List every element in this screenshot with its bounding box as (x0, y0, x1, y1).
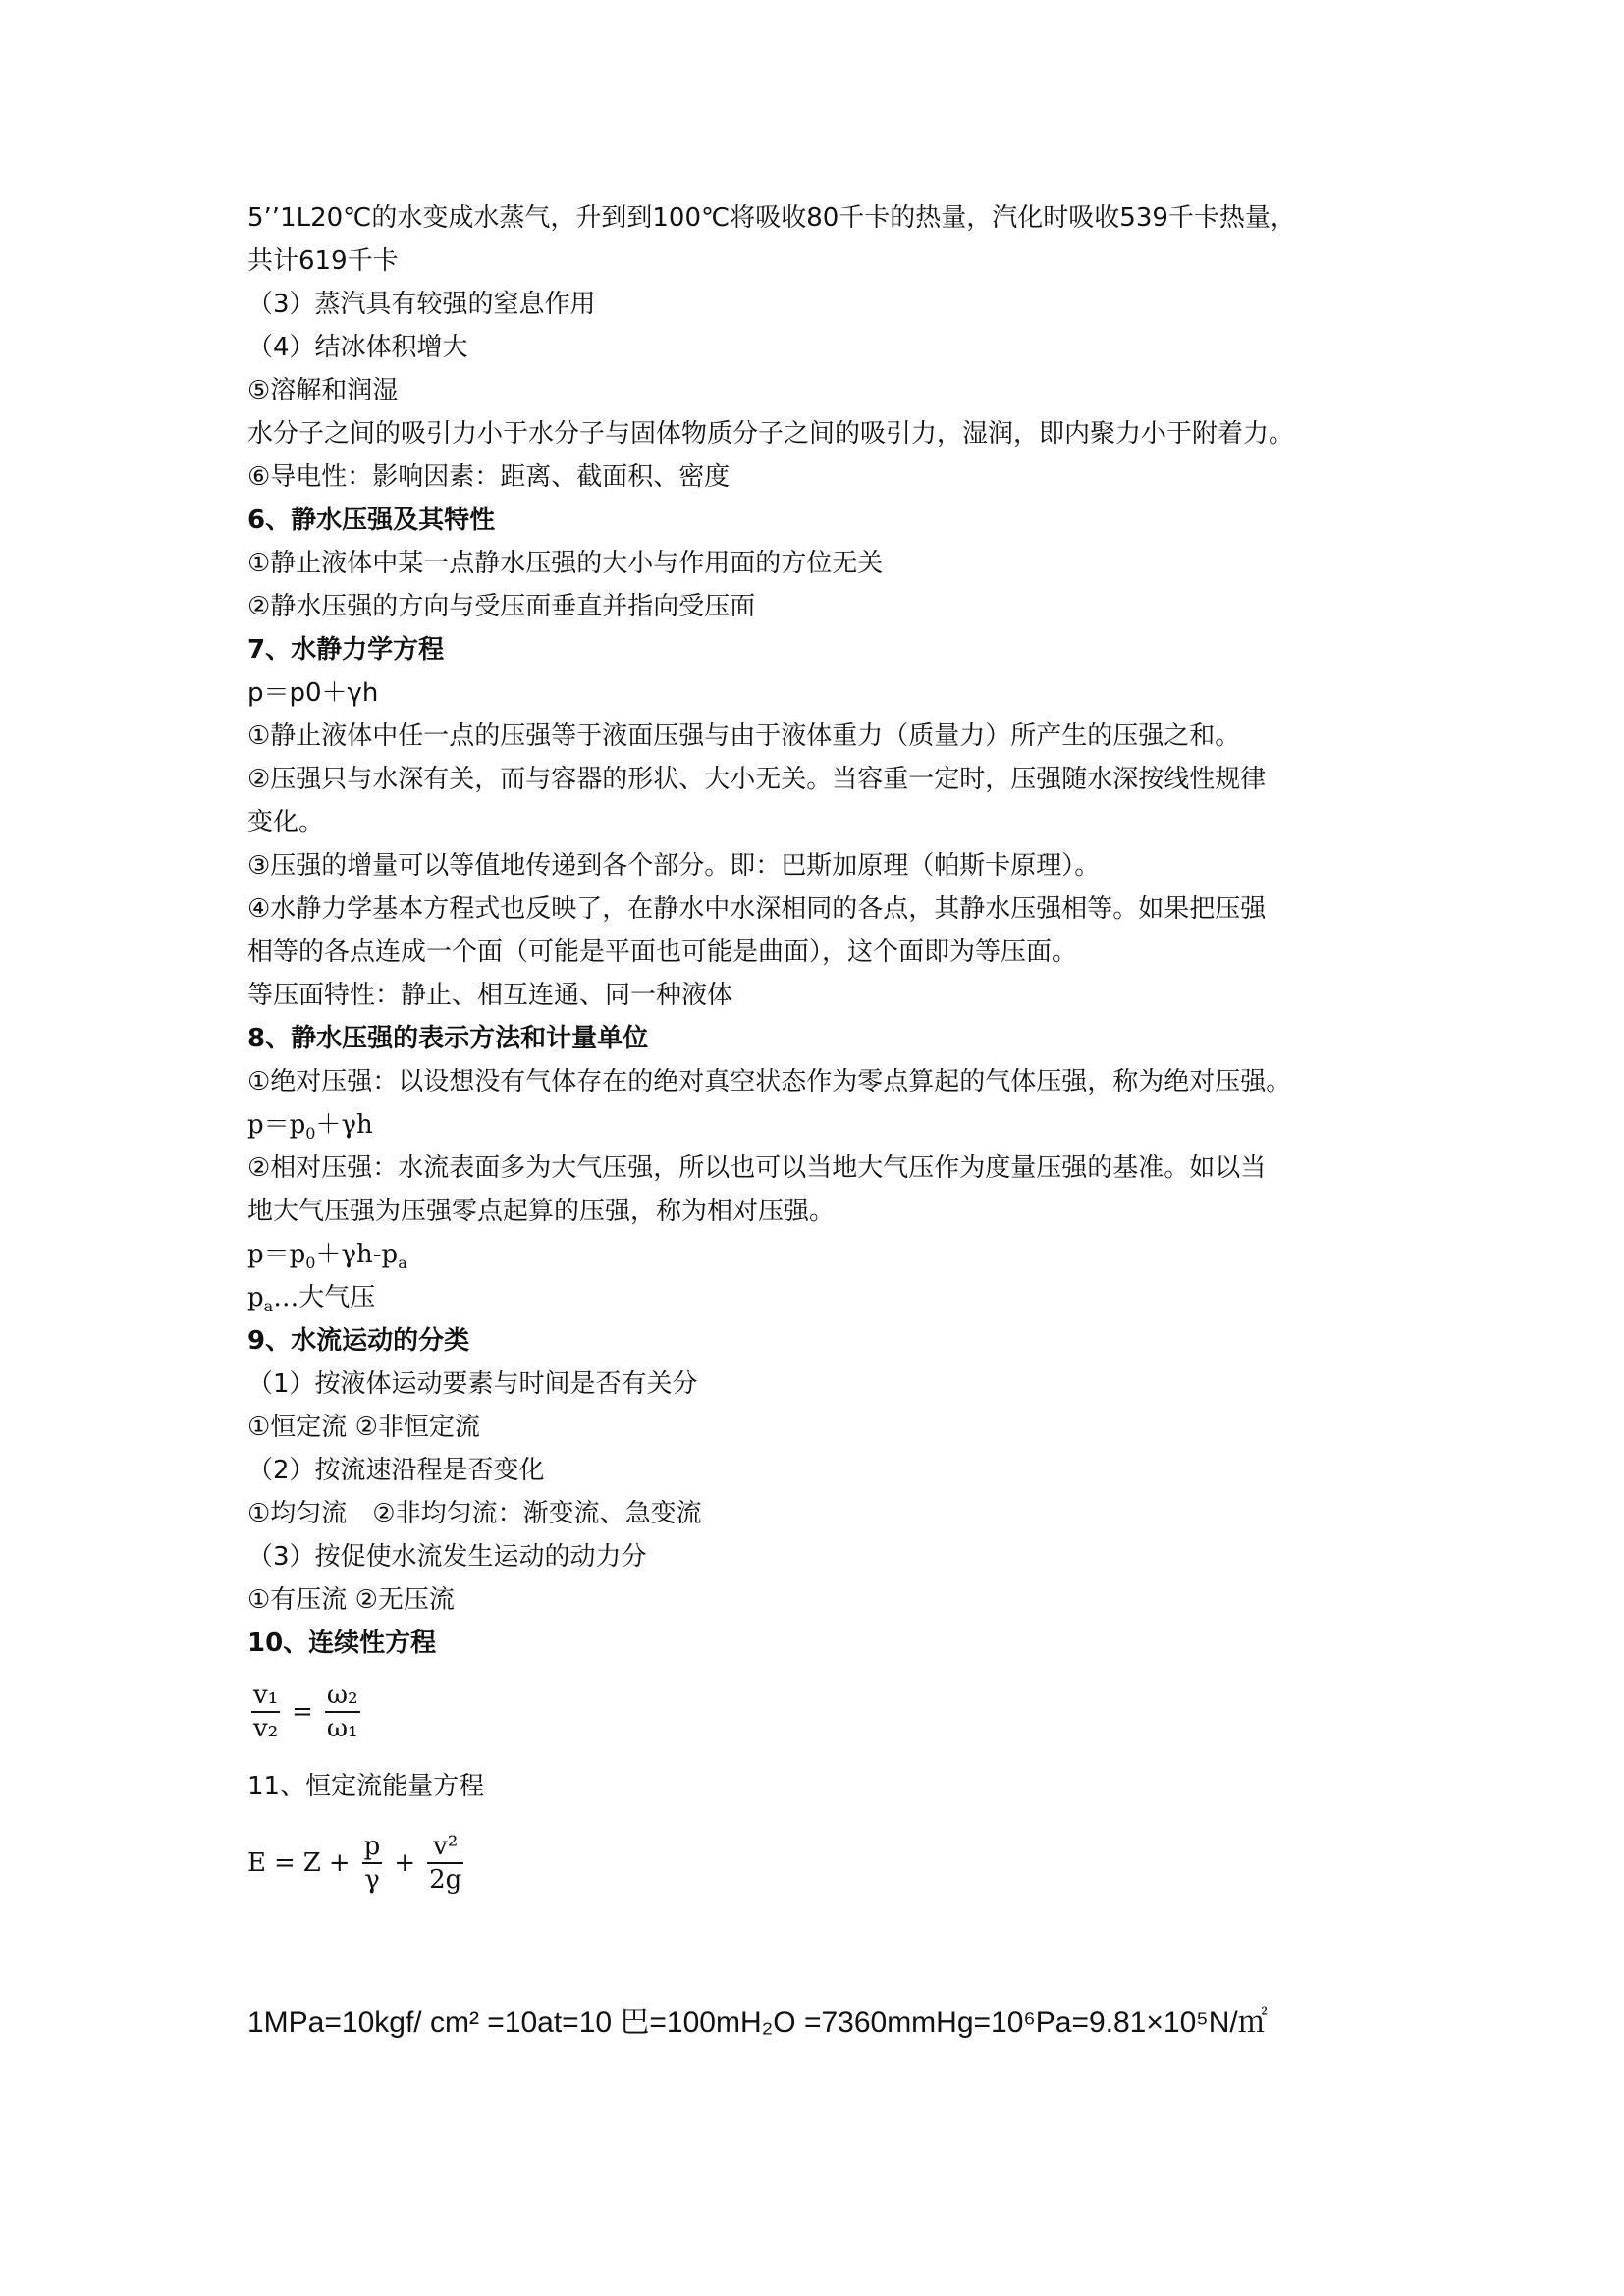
continuity-w1: ω₁ (325, 1711, 360, 1742)
formula-absolute-pressure (247, 1103, 1406, 1147)
text-block-b (247, 1147, 1406, 1233)
text-line: p＝p0＋γh (247, 678, 379, 708)
text-line: （3）蒸汽具有较强的窒息作用 (247, 290, 596, 319)
text-line: 5’’1L20℃的水变成水蒸气，升到到100℃将吸收80千卡的热量，汽化时吸收539千卡热量， (247, 203, 1296, 233)
fraction-v2-2g (427, 1833, 463, 1894)
text-line: ⑥导电性：影响因素：距离、截面积、密度 (247, 462, 731, 492)
energy-plus-1: + (328, 1848, 351, 1878)
text-line: 地大气压强为压强零点起算的压强，称为相对压强。 (247, 1197, 836, 1226)
section-heading: 6、静水压强及其特性 (247, 506, 496, 535)
formula-abs-sub0: 0 (305, 1124, 316, 1144)
continuity-v1: v₁ (253, 1681, 279, 1710)
text-line: （4）结冰体积增大 (247, 333, 468, 362)
formula-relative-pressure (247, 1233, 1406, 1276)
fraction-omega (325, 1682, 360, 1742)
text-line: ②压强只与水深有关，而与容器的形状、大小无关。当容重一定时，压强随水深按线性规律 (247, 765, 1267, 794)
section-heading: 7、水静力学方程 (247, 635, 445, 665)
section-heading: 8、静水压强的表示方法和计量单位 (247, 1024, 649, 1053)
text-line: ①恒定流 ②非恒定流 (247, 1413, 480, 1442)
formula-abs-rest: ＋γh (315, 1110, 373, 1140)
text-line: ②相对压强：水流表面多为大气压强，所以也可以当地大气压作为度量压强的基准。如以当 (247, 1153, 1267, 1183)
energy-p: p (363, 1832, 381, 1861)
continuity-w2: ω₂ (326, 1681, 358, 1710)
energy-equation-title: 11、恒定流能量方程 (247, 1772, 485, 1801)
pa-p: p (247, 1283, 264, 1312)
text-line: 等压面特性：静止、相互连通、同一种液体 (247, 981, 733, 1010)
text-line: ①静止液体中某一点静水压强的大小与作用面的方位无关 (247, 549, 884, 578)
text-line: 水分子之间的吸引力小于水分子与固体物质分子之间的吸引力，湿润，即内聚力小于附着力。 (247, 419, 1295, 449)
energy-2g: 2g (427, 1862, 463, 1894)
formula-rel-suba: a (398, 1254, 407, 1273)
pa-rest: …大气压 (273, 1283, 376, 1312)
formula-rel-sub0: 0 (305, 1254, 316, 1273)
energy-z: Z (302, 1848, 321, 1878)
text-line: （3）按促使水流发生运动的动力分 (247, 1542, 647, 1572)
section-heading: 10、连续性方程 (247, 1629, 437, 1658)
energy-v2: v² (433, 1832, 459, 1861)
fraction-p-gamma (362, 1833, 383, 1894)
text-line: ②静水压强的方向与受压面垂直并指向受压面 (247, 592, 756, 621)
formula-abs-p: p＝p (247, 1110, 306, 1140)
energy-equation (247, 1816, 1406, 1910)
continuity-equation (247, 1671, 1406, 1753)
text-line: （1）按液体运动要素与时间是否有关分 (247, 1369, 698, 1399)
unit-conversion-line: 1MPa=10kgf/ cm² =10at=10 巴=100mH₂O =7360mmHg=10⁶Pa=9.81×10⁵N/㎡ (247, 2006, 1268, 2039)
text-line: 变化。 (247, 808, 325, 837)
text-line: ①均匀流 ②非均匀流：渐变流、急变流 (247, 1499, 702, 1528)
text-line: 共计619千卡 (247, 246, 399, 276)
pa-sub-a: a (263, 1297, 274, 1316)
text-line: ⑤溶解和润湿 (247, 376, 399, 405)
text-block-c (247, 1319, 1406, 1665)
text-block-a (247, 196, 1406, 1103)
text-line: ④水静力学基本方程式也反映了，在静水中水深相同的各点，其静水压强相等。如果把压强 (247, 894, 1267, 924)
fraction-v (251, 1682, 280, 1742)
formula-rel-p: p＝p (247, 1240, 306, 1269)
continuity-equals: = (292, 1697, 313, 1727)
document-body (247, 196, 1406, 1910)
text-line: ①绝对压强：以设想没有气体存在的绝对真空状态作为零点算起的气体压强，称为绝对压强。 (247, 1067, 1292, 1096)
continuity-v2: v₂ (251, 1711, 280, 1742)
energy-lhs: E (247, 1848, 266, 1878)
energy-plus-2: + (394, 1848, 416, 1878)
energy-gamma: γ (362, 1862, 382, 1894)
text-line: ①有压流 ②无压流 (247, 1585, 455, 1615)
energy-equals: = (273, 1848, 296, 1878)
text-line: ③压强的增量可以等值地传递到各个部分。即：巴斯加原理（帕斯卡原理）。 (247, 851, 1101, 881)
section-heading: 9、水流运动的分类 (247, 1326, 470, 1356)
text-line: 相等的各点连成一个面（可能是平面也可能是曲面），这个面即为等压面。 (247, 937, 1078, 967)
text-line: （2）按流速沿程是否变化 (247, 1456, 545, 1485)
formula-rel-rest: ＋γh-p (315, 1240, 399, 1269)
text-line: ①静止液体中任一点的压强等于液面压强与由于液体重力（质量力）所产生的压强之和。 (247, 721, 1241, 751)
pa-definition (247, 1276, 1406, 1319)
